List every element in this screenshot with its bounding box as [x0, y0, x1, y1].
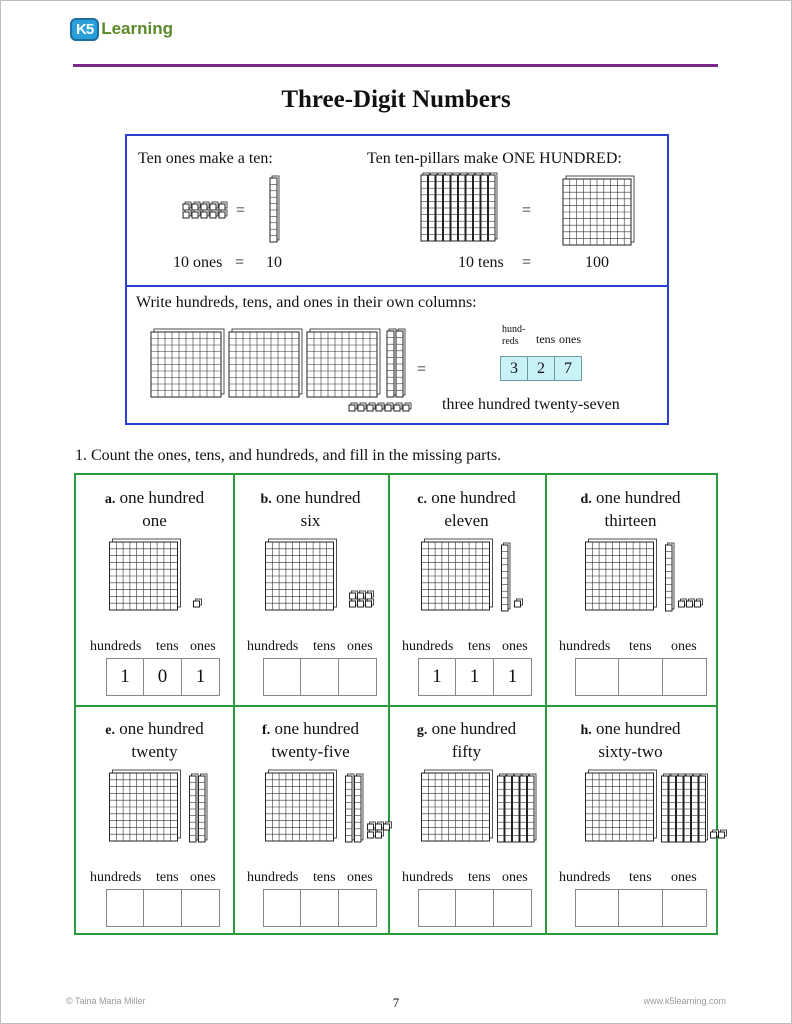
problem-line2: twenty	[131, 742, 178, 761]
answer-tens-box[interactable]	[619, 889, 663, 927]
col-ones-label: ones	[559, 332, 581, 346]
one-cube	[367, 403, 375, 411]
answer-hundreds-box[interactable]	[263, 889, 301, 927]
hundred-flat	[307, 329, 380, 397]
answer-boxes	[106, 889, 220, 927]
answer-ones-box[interactable]	[663, 658, 707, 696]
label-tens: tens	[468, 639, 491, 654]
ten-rod	[666, 543, 675, 611]
one-cube	[219, 210, 227, 218]
problem-line2: sixty-two	[598, 742, 663, 761]
problem-words	[233, 718, 388, 762]
header-rule	[73, 64, 718, 67]
example-ones-digit: 7	[555, 356, 582, 381]
answer-boxes	[418, 889, 532, 927]
answer-ones-box[interactable]	[182, 889, 220, 927]
hundred-flat	[229, 329, 302, 397]
base-ten-blocks	[388, 770, 545, 850]
problems-grid	[74, 473, 718, 935]
ten-rod	[387, 329, 396, 397]
one-cube	[366, 591, 374, 599]
answer-boxes	[418, 658, 532, 696]
equals-sign: =	[417, 361, 427, 378]
equals-sign: =	[235, 254, 245, 271]
label-tens: tens	[629, 639, 652, 654]
example-place-value-boxes	[500, 356, 582, 381]
problem-words	[76, 487, 233, 531]
label-hundreds: hundreds	[247, 639, 299, 654]
ones-heading: Ten ones make a ten:	[138, 150, 273, 167]
ten-rod	[199, 774, 208, 842]
problem-cell-c	[388, 475, 545, 706]
label-tens: tens	[313, 639, 336, 654]
label-hundreds: hundreds	[559, 639, 611, 654]
one-cube	[201, 210, 209, 218]
one-cube	[515, 599, 523, 607]
tens-heading: Ten ten-pillars make ONE HUNDRED:	[367, 150, 622, 167]
k5-learning-logo	[70, 16, 173, 42]
answer-tens-box[interactable]: 0	[144, 658, 182, 696]
equals-sign: =	[236, 202, 246, 219]
base-ten-blocks	[388, 539, 545, 619]
label-tens: tens	[468, 870, 491, 885]
ten-rod	[270, 176, 280, 246]
base-ten-blocks	[545, 539, 716, 619]
example-hundreds-digit: 3	[500, 356, 528, 381]
answer-hundreds-box[interactable]	[106, 889, 144, 927]
problem-line2: eleven	[444, 511, 489, 530]
one-cube	[385, 403, 393, 411]
ten-rod	[190, 774, 199, 842]
label-ones: ones	[502, 639, 528, 654]
problem-cell-d	[545, 475, 716, 706]
ten-rod	[396, 329, 405, 397]
ten-rod	[346, 774, 355, 842]
ten-rod	[489, 173, 498, 241]
instruction: 1. Count the ones, tens, and hundreds, and fill in the missing parts.	[75, 447, 502, 464]
base-ten-blocks	[233, 539, 388, 619]
one-cube	[194, 599, 202, 607]
problem-letter: b.	[260, 492, 272, 507]
hundred-flat	[586, 539, 657, 610]
label-hundreds: hundreds	[90, 639, 142, 654]
ten-rod	[528, 774, 537, 842]
ones-eq-right: 10	[266, 254, 282, 271]
problem-line1: one hundred	[596, 719, 681, 738]
logo-learning-text: Learning	[101, 19, 173, 38]
answer-ones-box[interactable]	[339, 658, 377, 696]
logo-k5-badge: K5	[70, 18, 99, 41]
tens-eq-right: 100	[585, 254, 609, 271]
label-hundreds: hundreds	[402, 870, 454, 885]
one-cube	[711, 830, 719, 838]
problem-cell-g	[388, 706, 545, 937]
answer-hundreds-box[interactable]	[263, 658, 301, 696]
one-cube	[183, 210, 191, 218]
problem-line1: one hundred	[119, 488, 205, 507]
one-cube	[350, 599, 358, 607]
one-cube	[376, 822, 384, 830]
ten-rod	[270, 176, 279, 242]
problem-line1: one hundred	[596, 488, 681, 507]
problem-words	[545, 718, 716, 762]
answer-tens-box[interactable]	[301, 889, 339, 927]
problem-cell-b	[233, 475, 388, 706]
one-cube	[201, 202, 209, 210]
problem-line1: one hundred	[119, 719, 204, 738]
problem-cell-e	[76, 706, 233, 937]
problem-letter: f.	[262, 723, 271, 738]
footer-copyright: © Taina Maria Miller	[66, 996, 146, 1006]
one-cube	[192, 210, 200, 218]
one-cube	[679, 599, 687, 607]
one-cube	[183, 202, 191, 210]
write-heading: Write hundreds, tens, and ones in their own columns:	[136, 294, 477, 311]
one-cube	[403, 403, 411, 411]
example-words: three hundred twenty-seven	[442, 396, 620, 413]
ten-rod	[699, 774, 708, 842]
answer-boxes	[575, 889, 707, 927]
answer-hundreds-box[interactable]	[575, 658, 619, 696]
one-cube	[358, 403, 366, 411]
page-number: 7	[392, 995, 400, 1010]
label-ones: ones	[347, 870, 373, 885]
footer-site: www.k5learning.com	[643, 996, 726, 1006]
problem-line1: one hundred	[274, 719, 359, 738]
one-cube	[349, 403, 357, 411]
one-cube	[695, 599, 703, 607]
one-cube	[192, 202, 200, 210]
hundred-flat	[563, 176, 634, 245]
equals-sign: =	[522, 254, 532, 271]
label-ones: ones	[347, 639, 373, 654]
one-cube	[376, 830, 384, 838]
hundred-flat	[266, 539, 337, 610]
problem-line2: fifty	[451, 742, 482, 761]
answer-ones-box[interactable]	[663, 889, 707, 927]
one-cube	[394, 403, 402, 411]
tens-eq-left: 10 tens	[458, 254, 504, 271]
answer-tens-box[interactable]	[144, 889, 182, 927]
problem-words	[388, 487, 545, 531]
answer-ones-box[interactable]	[339, 889, 377, 927]
label-ones: ones	[671, 870, 697, 885]
problem-letter: d.	[580, 492, 592, 507]
one-cube	[358, 591, 366, 599]
answer-hundreds-box[interactable]: 1	[106, 658, 144, 696]
problem-letter: c.	[417, 492, 427, 507]
answer-hundreds-box[interactable]: 1	[418, 658, 456, 696]
problem-letter: g.	[416, 723, 428, 738]
one-cube	[687, 599, 695, 607]
one-cube	[210, 202, 218, 210]
one-cube	[358, 599, 366, 607]
problem-letter: e.	[105, 723, 115, 738]
example-blocks-327	[151, 329, 413, 413]
label-tens: tens	[313, 870, 336, 885]
equals-sign: =	[522, 202, 532, 219]
base-ten-blocks	[76, 539, 233, 619]
label-ones: ones	[502, 870, 528, 885]
hundred-flat	[586, 770, 657, 841]
one-cube	[368, 830, 376, 838]
page-title: Three-Digit Numbers	[281, 86, 511, 113]
hundred-flat	[266, 770, 337, 841]
ones-eq-left: 10 ones	[173, 254, 223, 271]
problem-line1: one hundred	[276, 488, 361, 507]
hundred-flat	[422, 539, 493, 610]
one-cube	[366, 599, 374, 607]
answer-ones-box[interactable]	[494, 889, 532, 927]
label-ones: ones	[190, 870, 216, 885]
problem-line2: twenty-five	[271, 742, 350, 761]
answer-boxes	[263, 889, 377, 927]
one-cube	[376, 403, 384, 411]
problem-line1: one hundred	[431, 719, 517, 738]
label-tens: tens	[629, 870, 652, 885]
problem-letter: a.	[104, 492, 116, 507]
one-cube	[368, 822, 376, 830]
base-ten-blocks	[233, 770, 388, 850]
one-cube	[219, 202, 227, 210]
base-ten-blocks	[76, 770, 233, 850]
answer-boxes	[106, 658, 220, 696]
problem-cell-f	[233, 706, 388, 937]
problem-cell-a	[76, 475, 233, 706]
hundred-flat	[151, 329, 224, 397]
problem-line2: one	[142, 511, 167, 530]
label-ones: ones	[190, 639, 216, 654]
label-ones: ones	[671, 639, 697, 654]
hundred-flat	[563, 176, 635, 246]
problem-letter: h.	[580, 723, 592, 738]
base-ten-blocks	[545, 770, 716, 850]
col-tens-label: tens	[536, 332, 556, 346]
hundred-flat	[422, 770, 493, 841]
answer-ones-box[interactable]: 1	[494, 658, 532, 696]
ten-ten-rods	[421, 173, 501, 245]
answer-tens-box[interactable]: 1	[456, 658, 494, 696]
problem-words	[233, 487, 388, 531]
one-cube	[210, 210, 218, 218]
label-hundreds: hundreds	[247, 870, 299, 885]
ten-rod	[355, 774, 364, 842]
answer-ones-box[interactable]: 1	[182, 658, 220, 696]
hundred-flat	[110, 539, 181, 610]
label-hundreds: hundreds	[90, 870, 142, 885]
answer-boxes	[575, 658, 707, 696]
label-hundreds: hundreds	[402, 639, 454, 654]
one-cube	[350, 591, 358, 599]
intro-divider	[127, 285, 667, 287]
problem-cell-h	[545, 706, 716, 937]
problem-line2: six	[300, 511, 321, 530]
label-hundreds: hundreds	[559, 870, 611, 885]
problem-line1: one hundred	[431, 488, 516, 507]
label-tens: tens	[156, 639, 179, 654]
label-tens: tens	[156, 870, 179, 885]
problem-words	[545, 487, 716, 531]
problem-line2: thirteen	[604, 511, 657, 530]
answer-hundreds-box[interactable]	[575, 889, 619, 927]
answer-hundreds-box[interactable]	[418, 889, 456, 927]
ten-ones-blocks	[183, 202, 229, 220]
hundred-flat	[110, 770, 181, 841]
ten-rod	[502, 543, 511, 611]
intro-box	[125, 134, 669, 425]
col-hundreds-label: hund- reds	[502, 324, 526, 347]
answer-tens-box[interactable]	[619, 658, 663, 696]
problem-words	[76, 718, 233, 762]
answer-tens-box[interactable]	[456, 889, 494, 927]
example-tens-digit: 2	[528, 356, 555, 381]
answer-boxes	[263, 658, 377, 696]
answer-tens-box[interactable]	[301, 658, 339, 696]
problem-words	[388, 718, 545, 762]
